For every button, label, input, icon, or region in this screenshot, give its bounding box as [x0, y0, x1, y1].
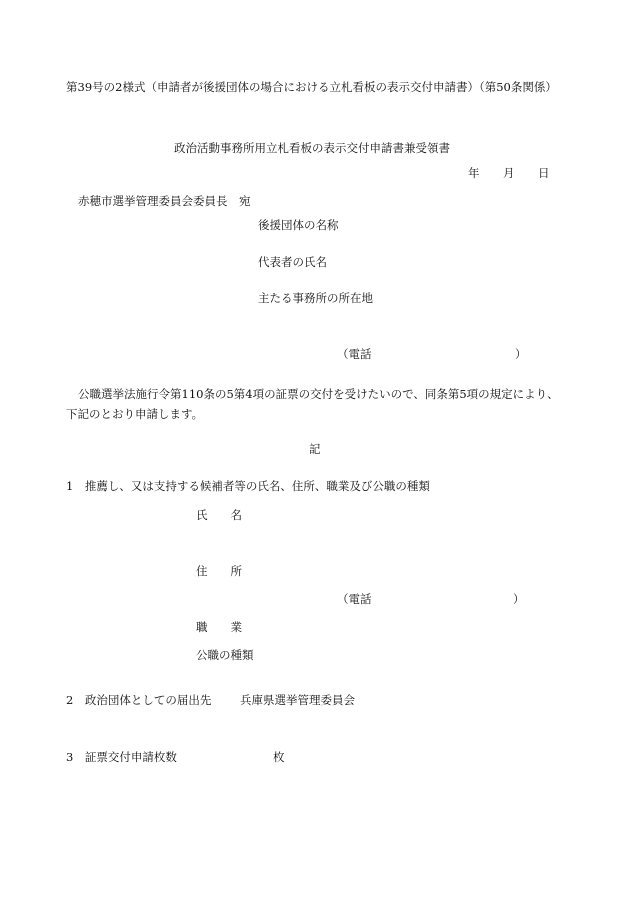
body-paragraph	[66, 384, 566, 424]
item1-phone-close: ）	[513, 592, 525, 606]
addressee: 赤穂市選挙管理委員会委員長 宛	[78, 194, 251, 208]
item1-address-label: 住 所	[196, 564, 242, 578]
item1-occupation-label: 職 業	[196, 620, 242, 634]
item3-unit: 枚	[273, 750, 285, 764]
date-day: 日	[538, 166, 550, 180]
applicant-phone-close: ）	[515, 347, 527, 361]
item1-phone-open: （電話	[337, 592, 372, 606]
body-text: 公職選挙法施行令第110条の5第4項の証票の交付を受けたいので、同条第5項の規定により、下記のとおり申請します。	[66, 387, 559, 421]
applicant-phone-open: （電話	[337, 347, 372, 361]
ki-heading: 記	[309, 442, 321, 456]
item1-office-type-label: 公職の種類	[196, 648, 254, 662]
item3-label: 3 証票交付申請枚数	[66, 750, 177, 764]
group-name-label: 後援団体の名称	[258, 218, 339, 232]
item2-label: 2 政治団体としての届出先	[66, 693, 212, 707]
item2-value: 兵庫県選挙管理委員会	[240, 693, 355, 707]
date-month: 月	[503, 166, 515, 180]
representative-label: 代表者の氏名	[258, 255, 327, 269]
document-title: 政治活動事務所用立札看板の表示交付申請書兼受領書	[174, 141, 450, 155]
office-address-label: 主たる事務所の所在地	[258, 291, 373, 305]
date-year: 年	[468, 166, 480, 180]
item1-label: 1 推薦し、又は支持する候補者等の氏名、住所、職業及び公職の種類	[66, 479, 430, 493]
item1-name-label: 氏 名	[196, 508, 242, 522]
form-header: 第39号の2様式（申請者が後援団体の場合における立札看板の表示交付申請書）（第50条関係）	[66, 80, 557, 94]
